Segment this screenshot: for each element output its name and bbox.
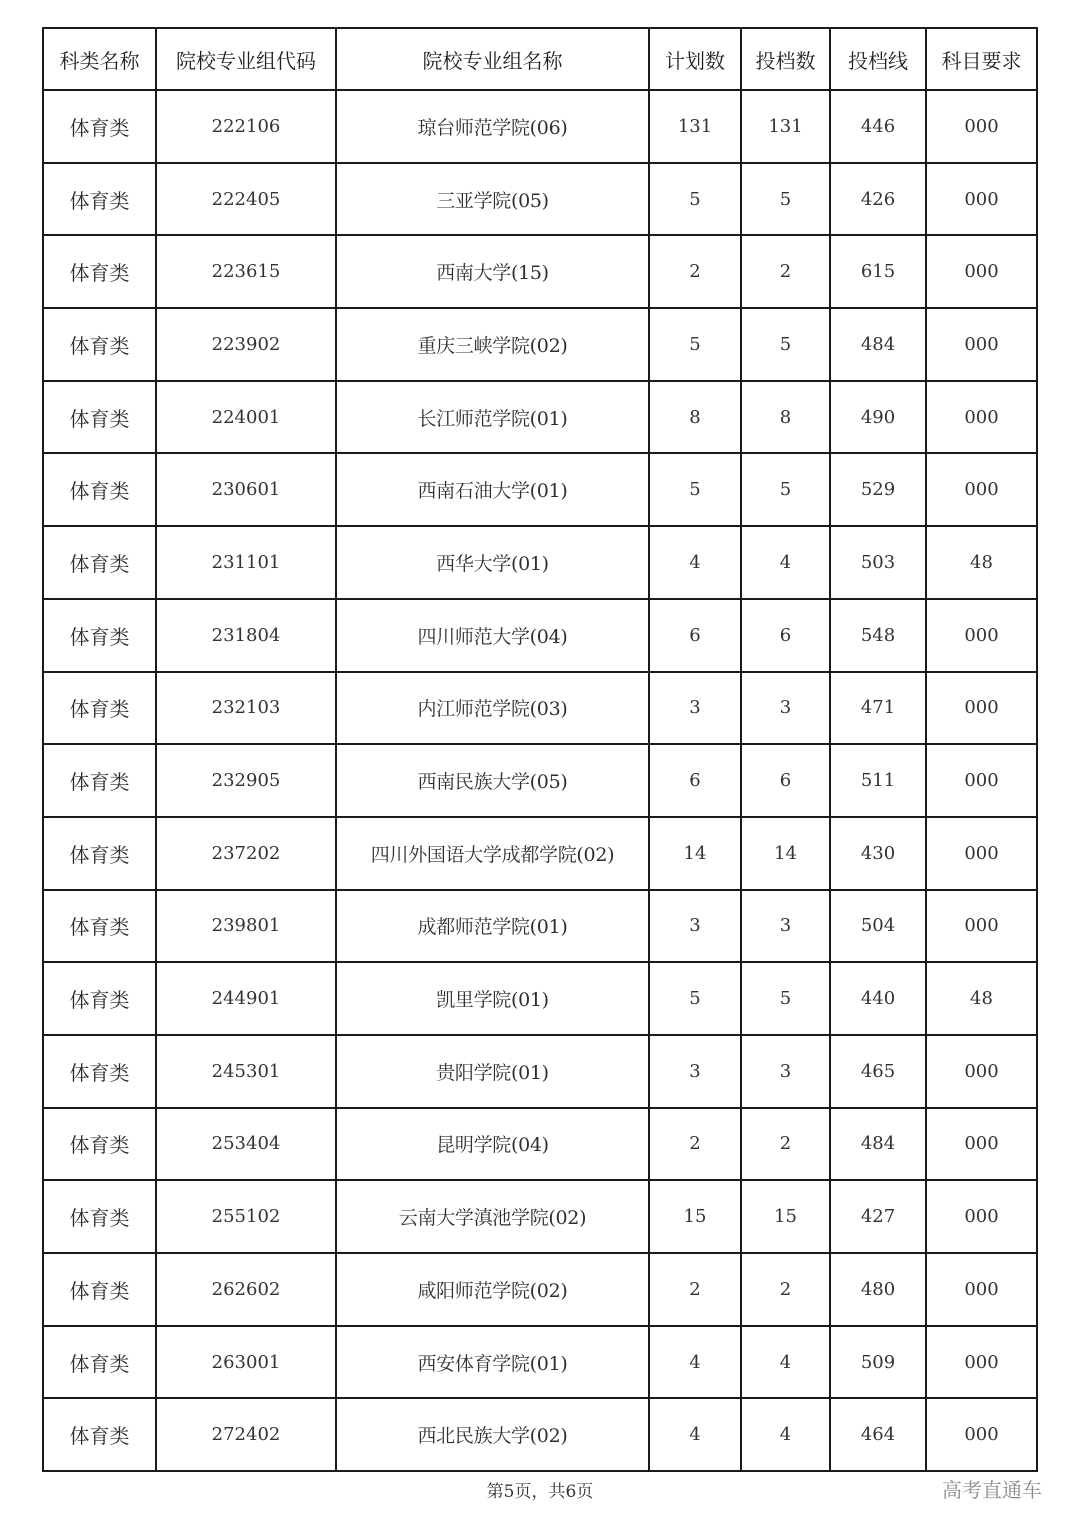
cell-category: 体育类	[43, 235, 156, 308]
cell-cutoff-score: 484	[830, 308, 926, 381]
table-row	[43, 744, 1037, 817]
cell-group-name: 内江师范学院(03)	[336, 672, 649, 745]
header-group-code: 院校专业组代码	[156, 28, 336, 90]
cell-group-code: 239801	[156, 890, 336, 963]
cell-category: 体育类	[43, 817, 156, 890]
cell-admit-count: 2	[741, 1108, 830, 1181]
cell-subject-req: 000	[926, 453, 1037, 526]
cell-cutoff-score: 548	[830, 599, 926, 672]
table-row	[43, 890, 1037, 963]
cell-category: 体育类	[43, 1180, 156, 1253]
cell-group-name: 西南大学(15)	[336, 235, 649, 308]
cell-plan-count: 5	[649, 163, 741, 236]
cell-subject-req: 000	[926, 235, 1037, 308]
table-row	[43, 90, 1037, 163]
cell-group-code: 223615	[156, 235, 336, 308]
cell-group-name: 三亚学院(05)	[336, 163, 649, 236]
cell-admit-count: 131	[741, 90, 830, 163]
cell-group-name: 西华大学(01)	[336, 526, 649, 599]
table-row	[43, 308, 1037, 381]
cell-cutoff-score: 427	[830, 1180, 926, 1253]
cell-group-code: 231101	[156, 526, 336, 599]
cell-group-name: 西南民族大学(05)	[336, 744, 649, 817]
cell-admit-count: 14	[741, 817, 830, 890]
cell-plan-count: 3	[649, 672, 741, 745]
cell-plan-count: 8	[649, 381, 741, 454]
cell-subject-req: 48	[926, 526, 1037, 599]
cell-cutoff-score: 490	[830, 381, 926, 454]
header-cutoff-score: 投档线	[830, 28, 926, 90]
cell-subject-req: 000	[926, 1253, 1037, 1326]
cell-plan-count: 2	[649, 1253, 741, 1326]
cell-plan-count: 4	[649, 1326, 741, 1399]
cell-cutoff-score: 615	[830, 235, 926, 308]
table-row	[43, 1326, 1037, 1399]
cell-admit-count: 15	[741, 1180, 830, 1253]
cell-plan-count: 6	[649, 744, 741, 817]
cell-group-name: 云南大学滇池学院(02)	[336, 1180, 649, 1253]
table-row	[43, 1180, 1037, 1253]
table-row	[43, 235, 1037, 308]
cell-group-code: 232103	[156, 672, 336, 745]
cell-cutoff-score: 471	[830, 672, 926, 745]
cell-plan-count: 14	[649, 817, 741, 890]
cell-subject-req: 000	[926, 1035, 1037, 1108]
table-row	[43, 453, 1037, 526]
cell-admit-count: 6	[741, 744, 830, 817]
cell-cutoff-score: 529	[830, 453, 926, 526]
cell-group-code: 244901	[156, 962, 336, 1035]
header-admit-count: 投档数	[741, 28, 830, 90]
cell-cutoff-score: 504	[830, 890, 926, 963]
cell-subject-req: 000	[926, 381, 1037, 454]
cell-group-name: 咸阳师范学院(02)	[336, 1253, 649, 1326]
header-group-name: 院校专业组名称	[336, 28, 649, 90]
cell-category: 体育类	[43, 672, 156, 745]
cell-admit-count: 2	[741, 1253, 830, 1326]
cell-admit-count: 4	[741, 1398, 830, 1471]
cell-cutoff-score: 440	[830, 962, 926, 1035]
cell-category: 体育类	[43, 599, 156, 672]
cell-subject-req: 000	[926, 817, 1037, 890]
cell-plan-count: 5	[649, 962, 741, 1035]
header-category: 科类名称	[43, 28, 156, 90]
cell-subject-req: 000	[926, 672, 1037, 745]
table-row	[43, 1253, 1037, 1326]
cell-cutoff-score: 430	[830, 817, 926, 890]
cell-group-code: 231804	[156, 599, 336, 672]
table-row	[43, 163, 1037, 236]
cell-group-code: 222405	[156, 163, 336, 236]
cell-plan-count: 3	[649, 1035, 741, 1108]
cell-group-code: 224001	[156, 381, 336, 454]
cell-cutoff-score: 511	[830, 744, 926, 817]
table-header-row	[43, 28, 1037, 90]
cell-group-name: 贵阳学院(01)	[336, 1035, 649, 1108]
cell-plan-count: 15	[649, 1180, 741, 1253]
cell-admit-count: 4	[741, 1326, 830, 1399]
cell-plan-count: 2	[649, 235, 741, 308]
watermark: 高考直通车	[942, 1478, 1042, 1502]
cell-admit-count: 5	[741, 308, 830, 381]
table-row	[43, 1108, 1037, 1181]
cell-group-code: 272402	[156, 1398, 336, 1471]
cell-group-name: 昆明学院(04)	[336, 1108, 649, 1181]
cell-subject-req: 000	[926, 1398, 1037, 1471]
cell-admit-count: 3	[741, 672, 830, 745]
cell-cutoff-score: 484	[830, 1108, 926, 1181]
table-row	[43, 1035, 1037, 1108]
cell-group-code: 237202	[156, 817, 336, 890]
cell-category: 体育类	[43, 308, 156, 381]
cell-group-name: 成都师范学院(01)	[336, 890, 649, 963]
cell-group-code: 263001	[156, 1326, 336, 1399]
cell-plan-count: 5	[649, 453, 741, 526]
cell-group-name: 长江师范学院(01)	[336, 381, 649, 454]
cell-group-code: 222106	[156, 90, 336, 163]
cell-plan-count: 5	[649, 308, 741, 381]
cell-cutoff-score: 446	[830, 90, 926, 163]
table-row	[43, 381, 1037, 454]
cell-admit-count: 5	[741, 453, 830, 526]
cell-category: 体育类	[43, 526, 156, 599]
cell-plan-count: 4	[649, 526, 741, 599]
cell-category: 体育类	[43, 453, 156, 526]
cell-subject-req: 000	[926, 163, 1037, 236]
table-row	[43, 817, 1037, 890]
cell-group-name: 凯里学院(01)	[336, 962, 649, 1035]
cell-admit-count: 5	[741, 163, 830, 236]
table-row	[43, 1398, 1037, 1471]
cell-category: 体育类	[43, 1108, 156, 1181]
cell-group-code: 255102	[156, 1180, 336, 1253]
table-row	[43, 526, 1037, 599]
cell-subject-req: 000	[926, 308, 1037, 381]
cell-cutoff-score: 480	[830, 1253, 926, 1326]
cell-category: 体育类	[43, 1253, 156, 1326]
cell-subject-req: 000	[926, 890, 1037, 963]
table-row	[43, 672, 1037, 745]
cell-admit-count: 8	[741, 381, 830, 454]
cell-admit-count: 5	[741, 962, 830, 1035]
cell-plan-count: 3	[649, 890, 741, 963]
cell-category: 体育类	[43, 381, 156, 454]
header-plan-count: 计划数	[649, 28, 741, 90]
cell-group-name: 四川师范大学(04)	[336, 599, 649, 672]
cell-plan-count: 4	[649, 1398, 741, 1471]
cell-category: 体育类	[43, 744, 156, 817]
cell-subject-req: 000	[926, 744, 1037, 817]
cell-subject-req: 48	[926, 962, 1037, 1035]
cell-group-code: 232905	[156, 744, 336, 817]
cell-group-name: 西北民族大学(02)	[336, 1398, 649, 1471]
cell-group-name: 西安体育学院(01)	[336, 1326, 649, 1399]
cell-subject-req: 000	[926, 1180, 1037, 1253]
cell-cutoff-score: 426	[830, 163, 926, 236]
cell-group-name: 重庆三峡学院(02)	[336, 308, 649, 381]
cell-subject-req: 000	[926, 90, 1037, 163]
cell-cutoff-score: 503	[830, 526, 926, 599]
admission-table	[42, 27, 1038, 1472]
cell-cutoff-score: 464	[830, 1398, 926, 1471]
cell-category: 体育类	[43, 163, 156, 236]
header-subject-req: 科目要求	[926, 28, 1037, 90]
table-row	[43, 599, 1037, 672]
cell-subject-req: 000	[926, 1326, 1037, 1399]
cell-group-code: 262602	[156, 1253, 336, 1326]
cell-plan-count: 6	[649, 599, 741, 672]
cell-category: 体育类	[43, 1398, 156, 1471]
cell-group-name: 西南石油大学(01)	[336, 453, 649, 526]
cell-admit-count: 2	[741, 235, 830, 308]
cell-admit-count: 4	[741, 526, 830, 599]
cell-admit-count: 6	[741, 599, 830, 672]
cell-cutoff-score: 509	[830, 1326, 926, 1399]
cell-group-code: 253404	[156, 1108, 336, 1181]
cell-category: 体育类	[43, 890, 156, 963]
cell-group-name: 四川外国语大学成都学院(02)	[336, 817, 649, 890]
cell-category: 体育类	[43, 1035, 156, 1108]
cell-category: 体育类	[43, 90, 156, 163]
cell-group-code: 223902	[156, 308, 336, 381]
cell-admit-count: 3	[741, 1035, 830, 1108]
page-number: 第5页，共6页	[486, 1482, 594, 1502]
cell-category: 体育类	[43, 962, 156, 1035]
cell-plan-count: 131	[649, 90, 741, 163]
cell-plan-count: 2	[649, 1108, 741, 1181]
cell-group-name: 琼台师范学院(06)	[336, 90, 649, 163]
cell-subject-req: 000	[926, 1108, 1037, 1181]
cell-group-code: 245301	[156, 1035, 336, 1108]
cell-subject-req: 000	[926, 599, 1037, 672]
table-row	[43, 962, 1037, 1035]
cell-category: 体育类	[43, 1326, 156, 1399]
cell-admit-count: 3	[741, 890, 830, 963]
cell-group-code: 230601	[156, 453, 336, 526]
cell-cutoff-score: 465	[830, 1035, 926, 1108]
